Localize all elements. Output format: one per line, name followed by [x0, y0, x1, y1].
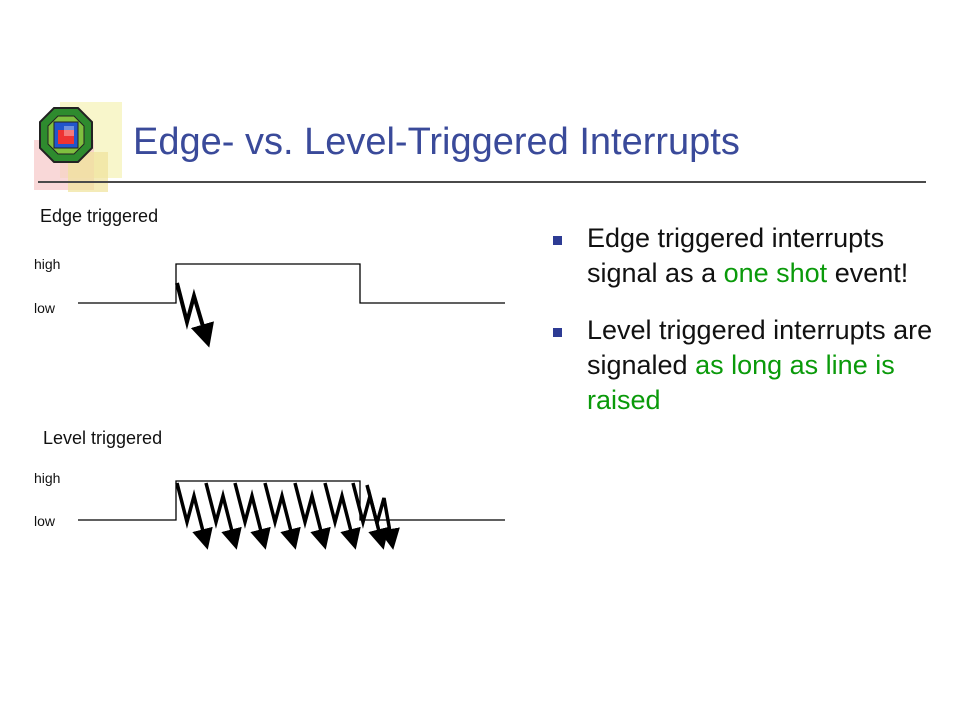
- bullet-highlight: as long as line is raised: [587, 350, 895, 415]
- bullet-text: event!: [827, 258, 909, 288]
- level-triggered-label: Level triggered: [43, 428, 163, 448]
- edge-low-label: low: [34, 300, 56, 316]
- level-interrupt-arrow: [325, 483, 354, 543]
- level-signal-waveform: [78, 481, 505, 520]
- level-low-label: low: [34, 513, 56, 529]
- edge-interrupt-arrow: [177, 283, 207, 340]
- level-high-label: high: [34, 470, 61, 486]
- edge-signal-waveform: [78, 264, 505, 303]
- level-interrupt-arrow: [235, 483, 264, 543]
- bullet-item: [553, 221, 953, 291]
- level-interrupt-arrow: [265, 483, 294, 543]
- bullet-list: [553, 221, 953, 440]
- edge-high-label: high: [34, 256, 61, 272]
- level-interrupt-arrow: [177, 483, 206, 543]
- square-bullet-icon: [553, 328, 562, 337]
- bullet-item: [553, 313, 953, 418]
- level-interrupt-arrow: [206, 483, 235, 543]
- edge-triggered-label: Edge triggered: [40, 206, 159, 226]
- square-bullet-icon: [553, 236, 562, 245]
- bullet-text: Edge triggered interrupts signal as a: [587, 223, 885, 288]
- bullet-highlight: one shot: [723, 258, 828, 288]
- level-interrupt-arrow: [295, 483, 324, 543]
- bullet-text: Level triggered interrupts are signaled: [587, 315, 933, 380]
- slide-title: Edge- vs. Level-Triggered Interrupts: [133, 121, 740, 163]
